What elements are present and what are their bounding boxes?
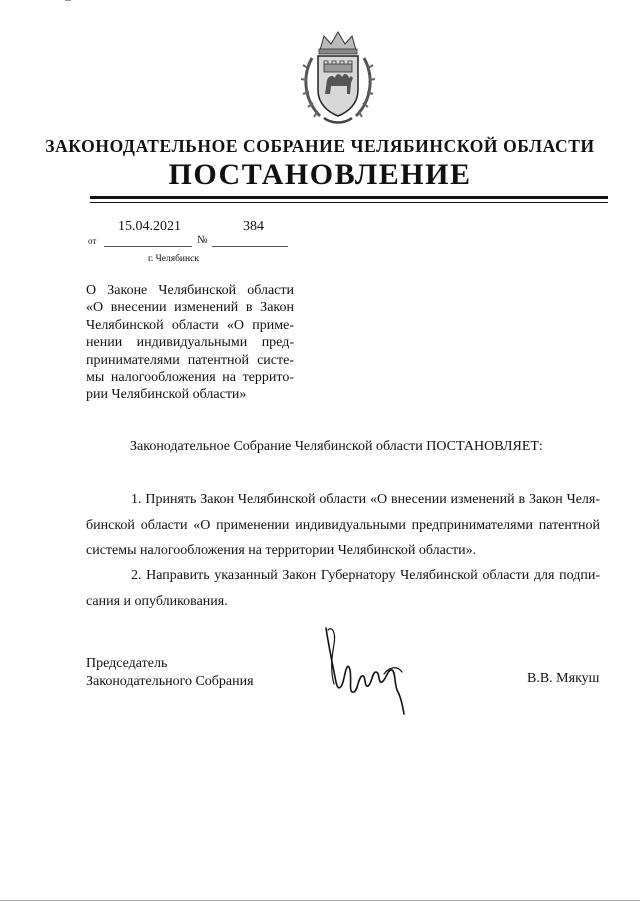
- subject-line: «О внесении изменений в Закон: [86, 300, 294, 316]
- page-bottom-edge: [0, 900, 640, 901]
- decree-item-2: [86, 563, 600, 614]
- number-sign: №: [197, 234, 208, 246]
- document-date: 15.04.2021: [118, 219, 181, 234]
- decree-item-1: [86, 487, 600, 564]
- handwritten-signature: [318, 622, 418, 722]
- date-underline: [104, 246, 192, 247]
- item-line: 1. Принять Закон Челябинской области «О внесении изменений в Закон Челя-: [131, 492, 600, 507]
- item-line: 2. Направить указанный Закон Губернатору Челябинской области для подпи-: [131, 568, 600, 583]
- signatory-name: В.В. Мякуш: [527, 671, 600, 686]
- subject-line: О Законе Челябинской области: [86, 283, 294, 298]
- subject-line: нении индивидуальными пред-: [86, 335, 294, 351]
- coat-of-arms-icon: [298, 28, 378, 128]
- signatory-title-line2: Законодательного Собрания: [86, 674, 254, 689]
- subject-line: мы налогообложения на террито-: [86, 370, 294, 386]
- signatory-title: [86, 655, 254, 691]
- document-subject: [86, 282, 294, 404]
- item-line: системы налогообложения на территории Челябинской области».: [86, 543, 477, 558]
- city-label: г. Челябинск: [148, 254, 199, 264]
- organization-name: ЗАКОНОДАТЕЛЬНОЕ СОБРАНИЕ ЧЕЛЯБИНСКОЙ ОБЛАСТИ: [45, 136, 595, 156]
- header-rule-thick: [90, 196, 608, 199]
- item-line: сания и опубликования.: [86, 593, 228, 609]
- signatory-title-line1: Председатель: [86, 656, 168, 671]
- decree-statement: Законодательное Собрание Челябинской области ПОСТАНОВЛЯЕТ:: [130, 439, 543, 454]
- date-prefix: от: [88, 236, 97, 246]
- subject-line: рии Челябинской области»: [86, 387, 247, 403]
- document-number: 384: [243, 219, 264, 234]
- scan-mark: [65, 0, 71, 1]
- item-line: бинской области «О применении индивидуальными предпринимателями патентной: [86, 517, 600, 533]
- number-underline: [212, 246, 288, 247]
- subject-line: принимателями патентной систе-: [86, 352, 294, 368]
- subject-line: Челябинской области «О приме-: [86, 317, 294, 333]
- document-type: ПОСТАНОВЛЕНИЕ: [168, 158, 472, 191]
- header-rule-thin: [90, 202, 608, 203]
